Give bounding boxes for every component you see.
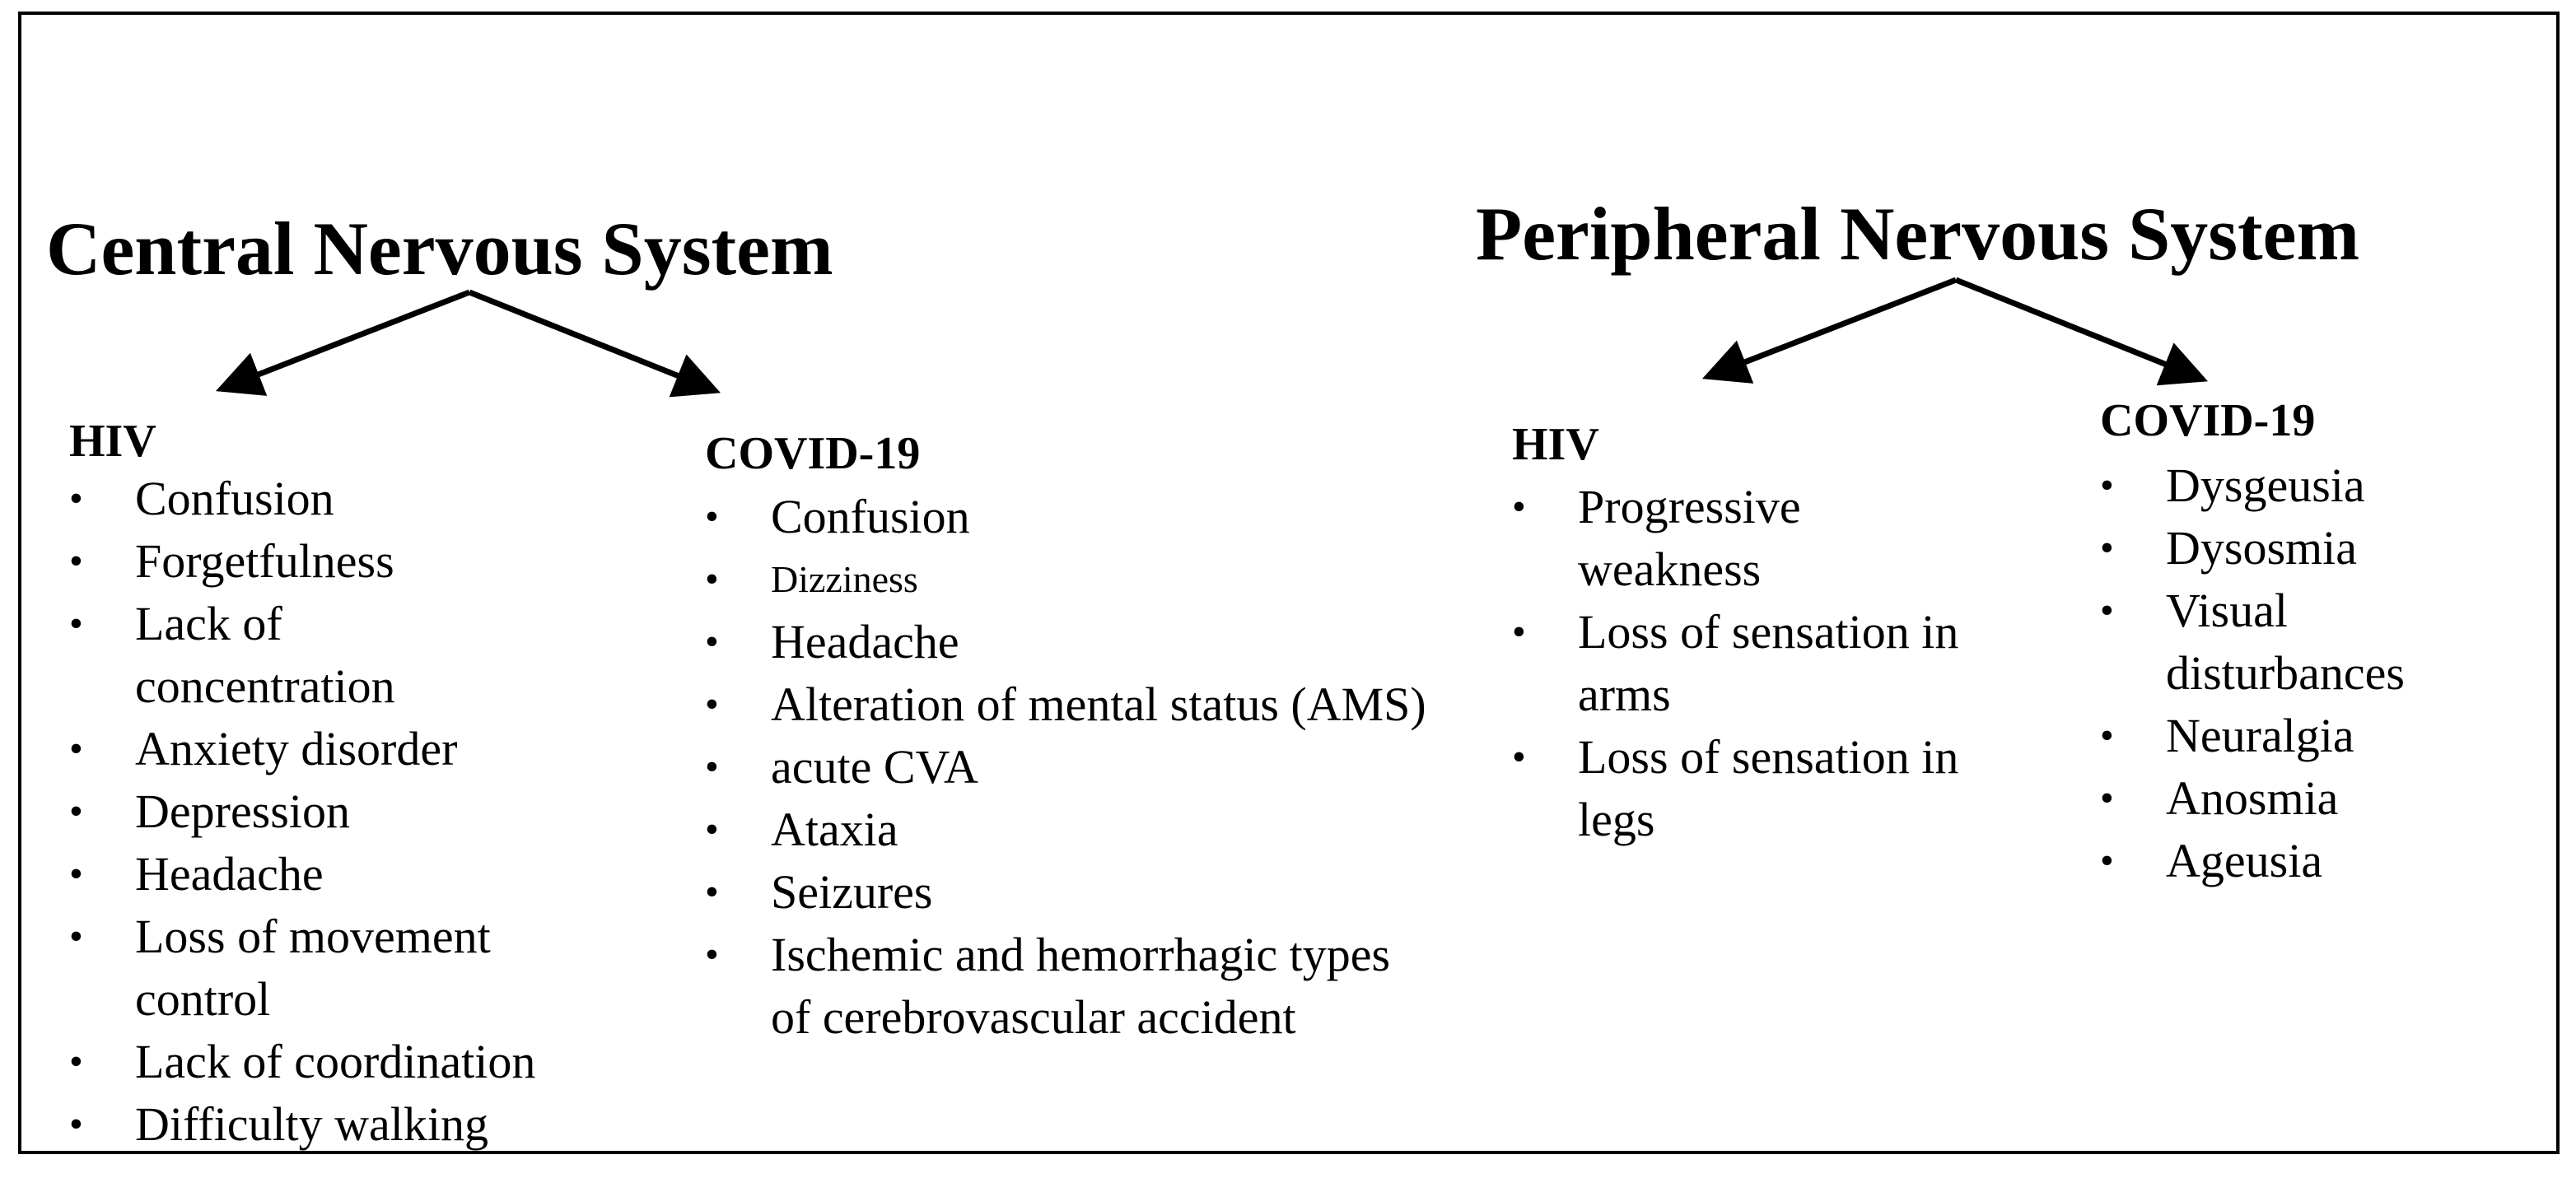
list-item: • Ischemic and hemorrhagic types of cerebrovascular accident bbox=[705, 924, 1413, 1049]
pns-hiv-list bbox=[1512, 476, 1973, 851]
list-item: • Confusion bbox=[69, 468, 629, 530]
pns-covid-heading: COVID-19 bbox=[2100, 395, 2316, 446]
list-item: • Dizziness bbox=[705, 548, 1446, 611]
list-item: • Depression bbox=[69, 780, 629, 843]
list-item: • Headache bbox=[705, 611, 1446, 673]
list-item: • Dysosmia bbox=[2100, 517, 2528, 580]
cns-hiv-heading: HIV bbox=[69, 416, 156, 467]
cns-arrow-hiv bbox=[226, 292, 469, 387]
list-item: • Lack of coordination bbox=[69, 1031, 629, 1093]
cns-title: Central Nervous System bbox=[46, 207, 833, 291]
list-item: • Dysgeusia bbox=[2100, 454, 2528, 517]
list-item: • acute CVA bbox=[705, 736, 1446, 799]
pns-title: Peripheral Nervous System bbox=[1476, 192, 2360, 276]
cns-arrow-covid bbox=[469, 292, 710, 389]
list-item: • Ataxia bbox=[705, 799, 1446, 861]
list-item: • Loss of movement control bbox=[69, 906, 580, 1031]
list-item: • Neuralgia bbox=[2100, 705, 2528, 767]
list-item: • Progressive weakness bbox=[1512, 476, 1924, 601]
list-item: • Ageusia bbox=[2100, 830, 2528, 892]
pns-hiv-heading: HIV bbox=[1512, 419, 1599, 470]
list-item: • Anosmia bbox=[2100, 767, 2528, 830]
list-item: • Lack of concentration bbox=[69, 593, 432, 718]
list-item: • Alteration of mental status (AMS) bbox=[705, 673, 1430, 736]
cns-hiv-list bbox=[69, 468, 629, 1156]
list-item: • Visual disturbances bbox=[2100, 580, 2495, 705]
pns-arrow-hiv bbox=[1713, 280, 1956, 375]
pns-covid-list bbox=[2100, 454, 2528, 892]
list-item: • Loss of sensation in legs bbox=[1512, 726, 1973, 851]
pns-arrow-covid bbox=[1956, 280, 2197, 377]
list-item: • Seizures bbox=[705, 861, 1446, 924]
list-item: • Loss of sensation in arms bbox=[1512, 601, 1973, 726]
cns-covid-heading: COVID-19 bbox=[705, 428, 921, 479]
list-item: • Forgetfulness bbox=[69, 530, 629, 593]
list-item: • Anxiety disorder bbox=[69, 718, 629, 780]
list-item: • Confusion bbox=[705, 486, 1446, 548]
list-item: • Headache bbox=[69, 843, 629, 906]
cns-covid-list bbox=[705, 486, 1446, 1049]
list-item: • Difficulty walking bbox=[69, 1093, 629, 1156]
